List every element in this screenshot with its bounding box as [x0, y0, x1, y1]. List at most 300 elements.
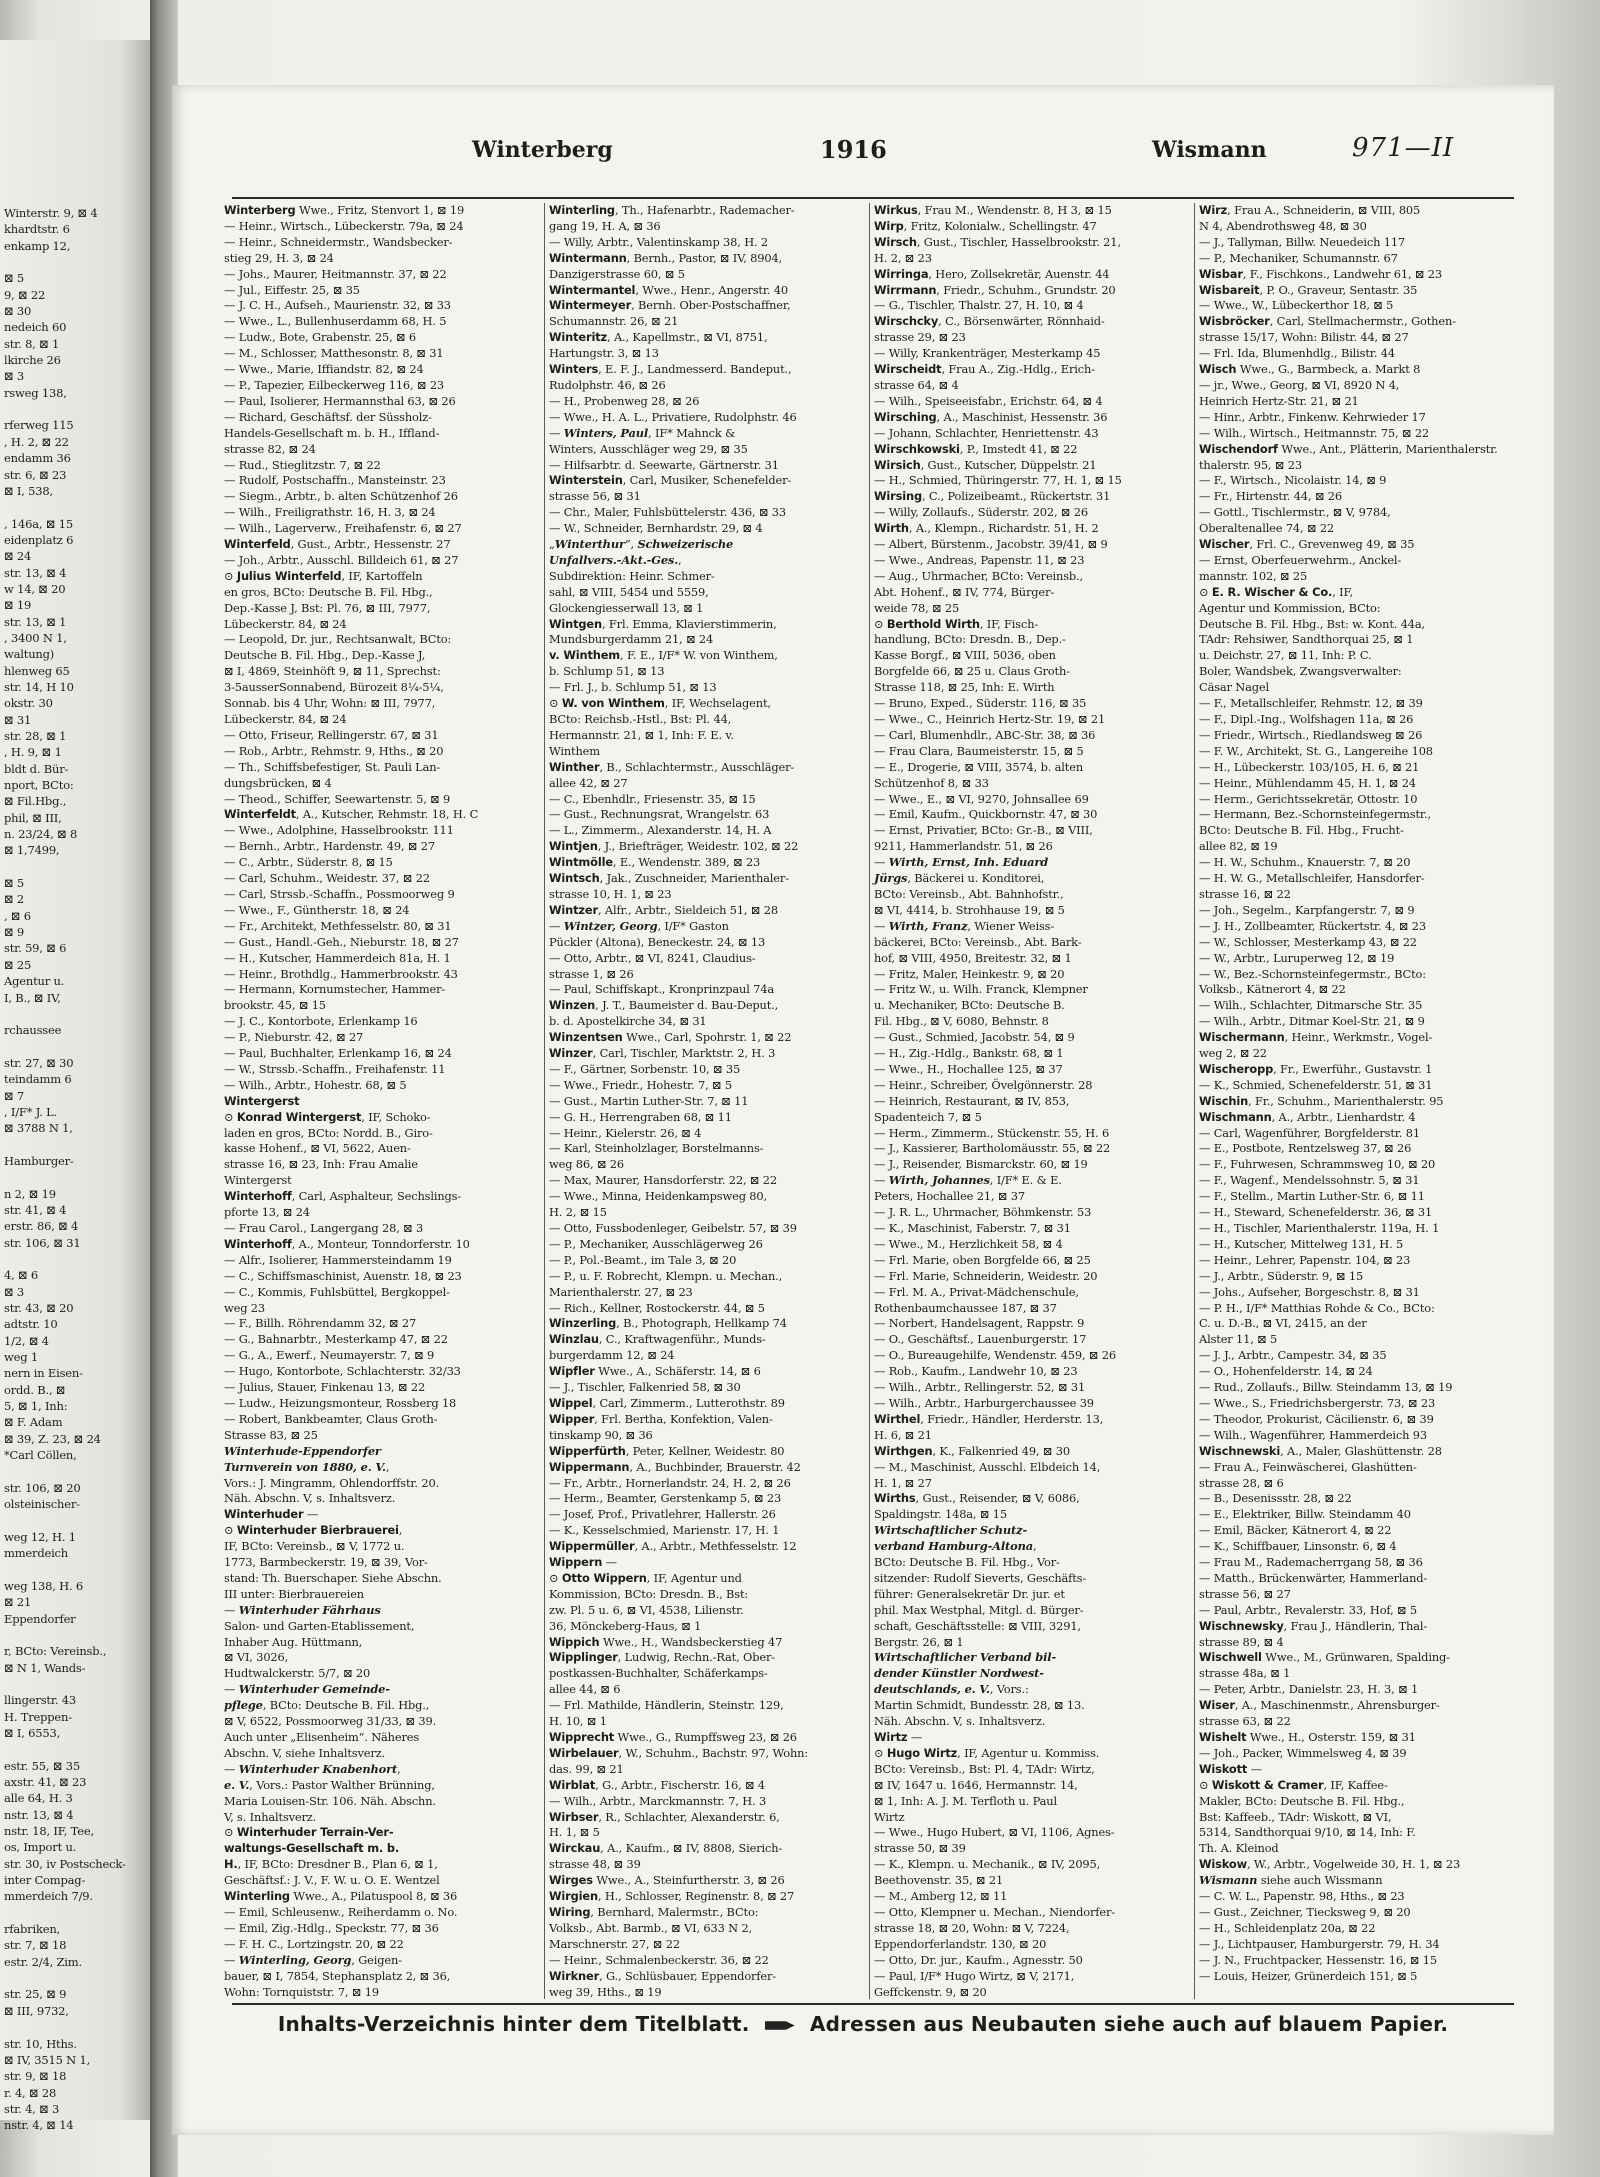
- directory-entry-line: Hudtwalckerstr. 5/7, ⊠ 20: [224, 1666, 371, 1681]
- directory-entry-line: ⊙ Wiskott & Cramer, IF, Kaffee-: [1199, 1777, 1388, 1792]
- directory-entry-line: Volksb., Abt. Barmb., ⊠ VI, 633 N 2,: [549, 1920, 753, 1935]
- left-page-line: lkirche 26: [4, 353, 61, 368]
- left-page-line: [4, 1039, 160, 1055]
- directory-entry-line: — Friedr., Wirtsch., Riedlandsweg ⊠ 26: [1199, 727, 1423, 742]
- directory-entry-line: Wippern —: [549, 1555, 617, 1570]
- directory-entry-line: stand: Th. Buerschaper. Siehe Abschn.: [224, 1570, 442, 1585]
- entry-surname: Wippermüller: [549, 1539, 635, 1554]
- left-page-line: str. 13, ⊠ 4: [4, 565, 67, 580]
- left-page-line: erstr. 86, ⊠ 4: [4, 1219, 79, 1234]
- left-page-line: ⊠ 3: [4, 369, 25, 384]
- directory-entry-line: Glockengiesserwall 13, ⊠ 1: [549, 600, 704, 615]
- directory-entry-line: — Matth., Brückenwärter, Hammerland-: [1199, 1570, 1428, 1585]
- left-page-line: os, Import u.: [4, 1840, 77, 1855]
- left-page-line: Eppendorfer: [4, 1611, 76, 1626]
- header-last-entry: Wismann: [1152, 137, 1267, 163]
- directory-entry-line: Wischnewski, A., Maler, Glashüttenstr. 28: [1199, 1443, 1442, 1458]
- entry-surname: Winterberg: [224, 203, 296, 217]
- directory-entry-line: Mundsburgerdamm 21, ⊠ 24: [549, 632, 714, 647]
- directory-entry-line: Wirthgen, K., Falkenried 49, ⊠ 30: [874, 1443, 1070, 1458]
- directory-entry-line: strasse 1, ⊠ 26: [549, 966, 634, 981]
- directory-entry-line: Borgfelde 66, ⊠ 25 u. Claus Groth-: [874, 664, 1070, 679]
- directory-entry-line: — Frl. Marie, oben Borgfelde 66, ⊠ 25: [874, 1252, 1091, 1267]
- directory-entry-line: BCto: Vereinsb., Bst: Pl. 4, TAdr: Wirtz,: [874, 1761, 1095, 1776]
- directory-entry-line: — G., Bahnarbtr., Mesterkamp 47, ⊠ 22: [224, 1332, 448, 1347]
- directory-entry-line: — J., Kassierer, Bartholomäusstr. 55, ⊠ 22: [874, 1141, 1111, 1156]
- directory-entry-line: Cäsar Nagel: [1199, 680, 1269, 695]
- directory-entry-line: ⊙ Winterhuder Terrain-Ver-: [224, 1825, 394, 1840]
- left-page-line: ⊠ F. Adam: [4, 1415, 63, 1430]
- directory-entry-line: — Alfr., Isolierer, Hammersteindamm 19: [224, 1252, 452, 1267]
- directory-entry-line: — C. W. L., Papenstr. 98, Hths., ⊠ 23: [1199, 1889, 1405, 1904]
- directory-entry-line: „Winterthur“, Schweizerische: [549, 537, 734, 552]
- directory-entry-line: hof, ⊠ VIII, 4950, Breitestr. 32, ⊠ 1: [874, 950, 1072, 965]
- directory-entry-line: — Paul, Schiffskapt., Kronprinzpaul 74a: [549, 982, 775, 997]
- directory-entry-line: — Heinr., Mühlendamm 45, H. 1, ⊠ 24: [1199, 775, 1416, 790]
- entry-surname: Wintgen: [549, 616, 602, 631]
- directory-entry-line: Wirsching, A., Maschinist, Hessenstr. 36: [874, 409, 1108, 424]
- directory-entry-line: ⊙ Konrad Wintergerst, IF, Schoko-: [224, 1109, 431, 1124]
- entry-surname: Wippern: [549, 1555, 603, 1570]
- directory-entry-line: Wippermüller, A., Arbtr., Methfesselstr. 12: [549, 1539, 797, 1554]
- left-page-line: [4, 1251, 160, 1267]
- directory-entry-line: en gros, BCto: Deutsche B. Fil. Hbg.,: [224, 584, 433, 599]
- directory-entry-line: — Frl. Marie, Schneiderin, Weidestr. 20: [874, 1268, 1098, 1283]
- left-page-line: nport, BCto:: [4, 778, 74, 793]
- directory-entry-line: ⊙ Berthold Wirth, IF, Fisch-: [874, 616, 1039, 631]
- directory-entry-line: Winterling, Th., Hafenarbtr., Rademacher-: [549, 203, 795, 217]
- directory-entry-line: — C., Ebenhdlr., Friesenstr. 35, ⊠ 15: [549, 791, 756, 806]
- directory-entry-line: Unfallvers.-Akt.-Ges.,: [549, 552, 682, 567]
- entry-surname: Wirth: [874, 521, 909, 536]
- directory-entry-line: — Emil, Zig.-Hdlg., Speckstr. 77, ⊠ 36: [224, 1920, 439, 1935]
- left-page-line: [4, 1741, 160, 1757]
- directory-entry-line: Winzen, J. T., Baumeister d. Bau-Deput.,: [549, 998, 779, 1013]
- directory-entry-line: — Wirth, Ernst, Inh. Eduard: [874, 855, 1049, 870]
- left-page-line: hlenweg 65: [4, 663, 70, 678]
- directory-entry-line: ⊠ I, 4869, Steinhöft 9, ⊠ 11, Sprechst:: [224, 664, 441, 679]
- directory-entry-line: — K., Kesselschmied, Marienstr. 17, H. 1: [549, 1523, 780, 1538]
- left-page-line: n 2, ⊠ 19: [4, 1186, 56, 1201]
- directory-entry-line: — O., Bureaugehilfe, Wendenstr. 459, ⊠ 26: [874, 1348, 1116, 1363]
- left-page-line: str. 106, ⊠ 20: [4, 1480, 81, 1495]
- directory-entry-line: — Herm., Gerichtssekretär, Ottostr. 10: [1199, 791, 1418, 806]
- directory-entry-line: — Otto, Fussbodenleger, Geibelstr. 57, ⊠ 39: [549, 1221, 797, 1235]
- directory-entry-line: Wischendorf Wwe., Ant., Plätterin, Marienthalerstr.: [1199, 441, 1498, 456]
- directory-entry-line: b. Schlump 51, ⊠ 13: [549, 664, 665, 679]
- directory-entry-line: — Fr., Architekt, Methfesselstr. 80, ⊠ 31: [224, 918, 452, 933]
- directory-entry-line: — Wwe., H., Hochallee 125, ⊠ 37: [874, 1061, 1063, 1076]
- directory-entry-line: — Willy, Zollaufs., Süderstr. 202, ⊠ 26: [874, 505, 1088, 520]
- left-page-line: phil, ⊠ III,: [4, 810, 62, 825]
- directory-entry-line: Wippich Wwe., H., Wandsbeckerstieg 47: [549, 1634, 783, 1649]
- directory-entry-line: Boler, Wandsbek, Zwangsverwalter:: [1199, 664, 1402, 679]
- directory-entry-line: Wintermeyer, Bernh. Ober-Postschaffner,: [549, 298, 791, 313]
- header-first-entry: Winterberg: [472, 137, 613, 163]
- directory-entry-line: — Wwe., H. A. L., Privatiere, Rudolphstr. 46: [549, 409, 797, 424]
- directory-entry-line: Wirp, Fritz, Kolonialw., Schellingstr. 47: [874, 218, 1097, 233]
- directory-entry-line: schaft, Geschäftsstelle: ⊠ VIII, 3291,: [874, 1618, 1081, 1633]
- entry-surname: Wirblat: [549, 1777, 596, 1792]
- directory-entry-line: Turnverein von 1880, e. V.,: [224, 1459, 390, 1474]
- directory-entry-line: Rothenbaumchaussee 187, ⊠ 37: [874, 1300, 1057, 1315]
- directory-entry-line: — Emil, Schleusenw., Reiherdamm o. No.: [224, 1904, 458, 1919]
- directory-entry-line: Strasse 83, ⊠ 25: [224, 1427, 318, 1442]
- directory-entry-line: — Rudolf, Postschaffn., Mansteinstr. 23: [224, 473, 446, 488]
- left-page-line: ⊠ N 1, Wands-: [4, 1660, 86, 1675]
- directory-entry-line: Winterfeldt, A., Kutscher, Rehmstr. 18, H. C: [224, 807, 479, 822]
- left-page-line: [4, 859, 160, 875]
- directory-entry-line: das. 99, ⊠ 21: [549, 1761, 624, 1776]
- entry-surname: Winteritz: [549, 330, 607, 345]
- directory-entry-line: — Johs., Maurer, Heitmannstr. 37, ⊠ 22: [224, 266, 447, 281]
- directory-entry-line: — B., Desenissstr. 28, ⊠ 22: [1199, 1491, 1352, 1506]
- directory-entry-line: — H., Probenweg 28, ⊠ 26: [549, 393, 700, 408]
- directory-entry-line: führer: Generalsekretär Dr. jur. et: [874, 1586, 1065, 1601]
- directory-entry-line: Wipperfürth, Peter, Kellner, Weidestr. 80: [549, 1443, 785, 1458]
- entry-surname: Winterhoff: [224, 1189, 292, 1204]
- directory-entry-line: Schumannstr. 26, ⊠ 21: [549, 314, 679, 329]
- entry-firm-name: Jürgs: [874, 871, 908, 886]
- column-divider: [869, 203, 870, 1999]
- directory-entry-line: — Theod., Schiffer, Seewartenstr. 5, ⊠ 9: [224, 791, 451, 806]
- left-page-line: str. 9, ⊠ 18: [4, 2069, 67, 2084]
- directory-entry-line: BCto: Deutsche B. Fil. Hbg., Vor-: [874, 1555, 1060, 1570]
- left-page-line: estr. 55, ⊠ 35: [4, 1758, 80, 1773]
- directory-entry-line: — Johs., Aufseher, Borgeschstr. 8, ⊠ 31: [1199, 1284, 1420, 1299]
- directory-entry-line: — F., Metallschleifer, Rehmstr. 12, ⊠ 39: [1199, 696, 1423, 711]
- entry-surname: Wischmann: [1199, 1109, 1272, 1124]
- directory-entry-line: — Ernst, Privatier, BCto: Gr.-B., ⊠ VIII,: [874, 823, 1093, 838]
- directory-entry-line: — Hugo, Kontorbote, Schlachterstr. 32/33: [224, 1364, 461, 1379]
- directory-entry-line: gang 19, H. A, ⊠ 36: [549, 218, 661, 233]
- directory-entry-line: — C., Arbtr., Süderstr. 8, ⊠ 15: [224, 855, 393, 870]
- directory-entry-line: — Robert, Bankbeamter, Claus Groth-: [224, 1411, 438, 1426]
- directory-entry-line: strasse 64, ⊠ 4: [874, 377, 959, 392]
- directory-entry-line: allee 82, ⊠ 19: [1199, 839, 1278, 854]
- entry-surname: Wischwell: [1199, 1650, 1262, 1665]
- entry-surname: Wirscheidt: [874, 362, 942, 377]
- directory-entry-line: — Wilh., Arbtr., Ditmar Koel-Str. 21, ⊠ 9: [1199, 1014, 1425, 1029]
- directory-entry-line: — Willy, Krankenträger, Mesterkamp 45: [874, 346, 1101, 361]
- directory-entry-line: — H., Kutscher, Mittelweg 131, H. 5: [1199, 1236, 1404, 1251]
- left-page-line: str. 41, ⊠ 4: [4, 1202, 67, 1217]
- column-divider: [1194, 203, 1195, 1999]
- directory-entry-line: — J., Arbtr., Süderstr. 9, ⊠ 15: [1199, 1268, 1364, 1283]
- directory-entry-line: — Richard, Geschäftsf. der Süssholz-: [224, 409, 432, 424]
- directory-entry-line: Wirths, Gust., Reisender, ⊠ V, 6086,: [874, 1491, 1080, 1506]
- directory-entry-line: — Wilh., Arbtr., Harburgerchaussee 39: [874, 1395, 1094, 1410]
- left-page-line: llingerstr. 43: [4, 1693, 77, 1708]
- header-year: 1916: [820, 135, 887, 164]
- entry-surname: Wirz: [1199, 203, 1228, 217]
- directory-entry-line: Handels-Gesellschaft m. b. H., Iffland-: [224, 425, 440, 440]
- directory-entry-line: — Rud., Stieglitzstr. 7, ⊠ 22: [224, 457, 381, 472]
- directory-entry-line: — Albert, Bürstenm., Jacobstr. 39/41, ⊠ 9: [874, 537, 1108, 552]
- directory-entry-line: — Johann, Schlachter, Henriettenstr. 43: [874, 425, 1099, 440]
- directory-entry-line: Martin Schmidt, Bundesstr. 28, ⊠ 13.: [874, 1698, 1085, 1713]
- left-page-line: adtstr. 10: [4, 1317, 58, 1332]
- entry-surname: Wintermantel: [549, 282, 636, 297]
- entry-surname: Konrad Wintergerst: [236, 1109, 362, 1124]
- directory-entry-line: Vors.: J. Mingramm, Ohlendorffstr. 20.: [224, 1475, 440, 1490]
- directory-entry-line: — O., Geschäftsf., Lauenburgerstr. 17: [874, 1332, 1087, 1347]
- directory-entry-line: Agentur und Kommission, BCto:: [1199, 600, 1381, 615]
- directory-entry-line: mannstr. 102, ⊠ 25: [1199, 568, 1308, 583]
- directory-entry-line: Winters, Ausschläger weg 29, ⊠ 35: [549, 441, 748, 456]
- directory-entry-line: — Frau M., Rademacherrgang 58, ⊠ 36: [1199, 1555, 1423, 1570]
- entry-surname: H.: [224, 1857, 238, 1872]
- left-page-line: str. 25, ⊠ 9: [4, 1987, 67, 2002]
- directory-entry-line: Wipfler Wwe., A., Schäferstr. 14, ⊠ 6: [549, 1364, 761, 1379]
- left-page-line: ⊠ 7: [4, 1088, 25, 1103]
- directory-entry-line: Bst: Kaffeeb., TAdr: Wiskott, ⊠ VI,: [1199, 1809, 1392, 1824]
- entry-surname: Wischermann: [1199, 1030, 1285, 1045]
- left-page-line: ⊠ 1,7499,: [4, 843, 60, 858]
- directory-entry-line: ⊙ Otto Wippern, IF, Agentur und: [549, 1570, 742, 1585]
- directory-entry-line: Auch unter „Elisenheim“. Näheres: [224, 1730, 420, 1744]
- entry-surname: Wippich: [549, 1634, 600, 1649]
- directory-entry-line: — Rud., Zollaufs., Billw. Steindamm 13, ⊠ 19: [1199, 1380, 1453, 1395]
- directory-entry-line: pforte 13, ⊠ 24: [224, 1205, 310, 1220]
- directory-entry-line: Wischwell Wwe., M., Grünwaren, Spalding-: [1199, 1650, 1450, 1665]
- directory-entry-line: H., IF, BCto: Dresdner B., Plan 6, ⊠ 1,: [224, 1857, 438, 1872]
- directory-entry-line: Wirblat, G., Arbtr., Fischerstr. 16, ⊠ 4: [549, 1777, 765, 1792]
- directory-entry-line: dungsbrücken, ⊠ 4: [224, 775, 332, 790]
- directory-entry-line: Lübeckerstr. 84, ⊠ 24: [224, 712, 347, 726]
- directory-entry-line: strasse 28, ⊠ 6: [1199, 1475, 1284, 1490]
- left-page-line: rchaussee: [4, 1023, 62, 1038]
- entry-surname: Wirp: [874, 218, 904, 233]
- directory-entry-line: — Fritz, Maler, Heinkestr. 9, ⊠ 20: [874, 966, 1065, 981]
- directory-entry-line: — Wwe., Friedr., Hohestr. 7, ⊠ 5: [549, 1077, 732, 1092]
- directory-entry-line: Sonnab. bis 4 Uhr, Wohn: ⊠ III, 7977,: [224, 696, 436, 711]
- left-page-line: r, BCto: Vereinsb.,: [4, 1644, 107, 1659]
- directory-entry-line: b. d. Apostelkirche 34, ⊠ 31: [549, 1014, 707, 1029]
- entry-surname: Wirths: [874, 1491, 916, 1506]
- entry-surname: Wirrmann: [874, 282, 937, 297]
- entry-surname: Wischeropp: [1199, 1061, 1274, 1076]
- left-page-line: str. 43, ⊠ 20: [4, 1301, 74, 1316]
- directory-entry-line: pflege, BCto: Deutsche B. Fil. Hbg.,: [224, 1698, 430, 1713]
- directory-entry-line: — Josef, Prof., Privatlehrer, Hallerstr. 26: [549, 1507, 776, 1522]
- directory-entry-line: strasse 29, ⊠ 23: [874, 330, 966, 345]
- directory-entry-line: — M., Maschinist, Ausschl. Elbdeich 14,: [874, 1459, 1101, 1474]
- left-page-line: weg 12, H. 1: [4, 1529, 76, 1544]
- entry-surname: Wirkus: [874, 203, 918, 217]
- directory-entry-line: 36, Mönckeberg-Haus, ⊠ 1: [549, 1618, 702, 1633]
- entry-surname: Wiskow: [1199, 1857, 1247, 1872]
- page-header: [172, 133, 1554, 171]
- left-page-line: [4, 1905, 160, 1921]
- left-page-line: ⊠ Fil.Hbg.,: [4, 794, 67, 809]
- left-page-line: estr. 2/4, Zim.: [4, 1954, 82, 1969]
- entry-firm-name: verband Hamburg-Altona: [874, 1539, 1033, 1554]
- directory-entry-line: — Frl. Mathilde, Händlerin, Steinstr. 129,: [549, 1698, 784, 1713]
- entry-surname: Hugo Wirtz: [886, 1745, 958, 1760]
- directory-entry-line: — P., Pol.-Beamt., im Tale 3, ⊠ 20: [549, 1252, 737, 1267]
- directory-entry-line: — W., Bez.-Schornsteinfegermstr., BCto:: [1199, 966, 1426, 981]
- directory-entry-line: Bergstr. 26, ⊠ 1: [874, 1634, 964, 1649]
- directory-entry-line: — J., Tischler, Falkenried 58, ⊠ 30: [549, 1380, 741, 1395]
- directory-entry-line: — Fritz W., u. Wilh. Franck, Klempner: [874, 982, 1088, 997]
- directory-entry-line: — F., Dipl.-Ing., Wolfshagen 11a, ⊠ 26: [1199, 712, 1414, 726]
- left-page-line: ⊠ 39, Z. 23, ⊠ 24: [4, 1431, 101, 1446]
- directory-entry-line: — W., Arbtr., Luruperweg 12, ⊠ 19: [1199, 950, 1395, 965]
- directory-entry-line: ⊠ VI, 3026,: [224, 1650, 289, 1665]
- directory-entry-line: u. Mechaniker, BCto: Deutsche B.: [874, 998, 1065, 1013]
- directory-entry-line: ⊙ Julius Winterfeld, IF, Kartoffeln: [224, 568, 423, 583]
- directory-entry-line: — J. N., Fruchtpacker, Hessenstr. 16, ⊠ 15: [1199, 1952, 1437, 1967]
- directory-entry-line: Peters, Hochallee 21, ⊠ 37: [874, 1189, 1025, 1204]
- entry-firm-name: Winterling, Georg: [238, 1952, 352, 1967]
- directory-entry-line: Wippermann, A., Buchbinder, Brauerstr. 42: [549, 1459, 801, 1474]
- directory-entry-line: strasse 50, ⊠ 39: [874, 1841, 966, 1856]
- directory-entry-line: — Hermann, Kornumstecher, Hammer-: [224, 982, 446, 997]
- directory-entry-line: — Bernh., Arbtr., Hardenstr. 49, ⊠ 27: [224, 839, 435, 854]
- entry-firm-name: deutschlands, e. V.: [874, 1682, 990, 1697]
- directory-entry-line: Wirsing, C., Polizeibeamt., Rückertstr. 31: [874, 489, 1111, 504]
- footer-address-note: Adressen aus Neubauten siehe auch auf blauem Papier.: [809, 2012, 1449, 2036]
- directory-entry-line: Winzentsen Wwe., Carl, Spohrstr. 1, ⊠ 22: [549, 1030, 792, 1045]
- directory-entry-line: — H., Steward, Schenefelderstr. 36, ⊠ 31: [1199, 1205, 1433, 1220]
- left-page-line: [4, 1562, 160, 1578]
- left-page-line: , 146a, ⊠ 15: [4, 516, 73, 531]
- directory-entry-line: — Wilh., Schlachter, Ditmarsche Str. 35: [1199, 998, 1423, 1013]
- directory-entry-line: — P. H., I/F* Matthias Rohde & Co., BCto:: [1199, 1300, 1435, 1315]
- left-page-line: mmerdeich: [4, 1546, 69, 1561]
- left-page-line: alle 64, H. 3: [4, 1791, 73, 1806]
- directory-entry-line: — Gust., Zeichner, Tiecksweg 9, ⊠ 20: [1199, 1904, 1411, 1919]
- directory-entry-line: — Wilh., Arbtr., Rellingerstr. 52, ⊠ 31: [874, 1380, 1086, 1395]
- entry-surname: Wirsich: [874, 457, 921, 472]
- directory-entry-line: BCto: Deutsche B. Fil. Hbg., Frucht-: [1199, 823, 1404, 838]
- left-page-line: r. 4, ⊠ 28: [4, 2085, 57, 2100]
- left-page-line: ⊠ I, 538,: [4, 483, 53, 498]
- directory-entry-line: — Herm., Beamter, Gerstenkamp 5, ⊠ 23: [549, 1491, 782, 1506]
- directory-entry-line: Deutsche B. Fil. Hbg., Bst: w. Kont. 44a,: [1199, 616, 1425, 631]
- directory-entry-line: Wischin, Fr., Schuhm., Marienthalerstr. 95: [1199, 1093, 1444, 1108]
- directory-entry-line: Wintermantel, Wwe., Henr., Angerstr. 40: [549, 282, 789, 297]
- directory-entry-line: — Heinr., Brothdlg., Hammerbrookstr. 43: [224, 966, 458, 981]
- left-page-line: rferweg 115: [4, 418, 74, 433]
- directory-entry-line: Wirschcky, C., Börsenwärter, Rönnhaid-: [874, 314, 1105, 329]
- entry-surname: Wiser: [1199, 1698, 1235, 1713]
- entry-surname: Wirschcky: [874, 314, 939, 329]
- entry-surname: v. Winthem: [549, 648, 621, 663]
- directory-entry-line: — O., Hohenfelderstr. 14, ⊠ 24: [1199, 1364, 1373, 1379]
- directory-entry-line: deutschlands, e. V., Vors.:: [874, 1682, 1029, 1697]
- directory-entry-line: [874, 1650, 1199, 1666]
- directory-entry-line: — J. R. L., Uhrmacher, Böhmkenstr. 53: [874, 1205, 1092, 1220]
- entry-surname: Wippermann: [549, 1459, 630, 1474]
- directory-entry-line: — H. W., Schuhm., Knauerstr. 7, ⊠ 20: [1199, 855, 1411, 870]
- directory-entry-line: — Emil, Kaufm., Quickbornstr. 47, ⊠ 30: [874, 807, 1098, 822]
- directory-entry-line: — Hermann, Bez.-Schornsteinfegermstr.,: [1199, 807, 1431, 822]
- directory-entry-line: — Rich., Kellner, Rostockerstr. 44, ⊠ 5: [549, 1300, 765, 1315]
- directory-entry-line: — Carl, Blumenhdlr., ABC-Str. 38, ⊠ 36: [874, 727, 1096, 742]
- directory-entry-line: — Gust., Martin Luther-Str. 7, ⊠ 11: [549, 1093, 749, 1108]
- directory-entry-line: — Leopold, Dr. jur., Rechtsanwalt, BCto:: [224, 632, 452, 647]
- entry-surname: Wisbar: [1199, 266, 1243, 281]
- directory-entry-line: Subdirektion: Heinr. Schmer-: [549, 568, 715, 583]
- directory-entry-line: strasse 16, ⊠ 22: [1199, 886, 1291, 901]
- directory-entry-line: weg 39, Hths., ⊠ 19: [549, 1984, 662, 1999]
- directory-entry-line: ⊙ Hugo Wirtz, IF, Agentur u. Kommiss.: [874, 1745, 1100, 1760]
- entry-surname: Wischendorf: [1199, 441, 1278, 456]
- directory-entry-line: — P., Nieburstr. 42, ⊠ 27: [224, 1030, 364, 1045]
- directory-entry-line: BCto: Vereinsb., Abt. Bahnhofstr.,: [874, 886, 1064, 901]
- directory-entry-line: Wirgien, H., Schlosser, Reginenstr. 8, ⊠ 27: [549, 1889, 795, 1904]
- entry-surname: Wischin: [1199, 1093, 1249, 1108]
- directory-entry-line: — Heinr., Schreiber, Övelgönnerstr. 28: [874, 1077, 1093, 1092]
- directory-entry-line: Abschn. V, siehe Inhaltsverz.: [224, 1745, 385, 1760]
- directory-entry-line: — J., Lichtpauser, Hamburgerstr. 79, H. 34: [1199, 1936, 1440, 1951]
- directory-entry-line: — Winterhuder Gemeinde-: [224, 1682, 390, 1697]
- directory-entry-line: H. 1, ⊠ 5: [549, 1825, 600, 1840]
- directory-entry-line: — G., A., Ewerf., Neumayerstr. 7, ⊠ 9: [224, 1348, 435, 1363]
- directory-entry-line: — Frau Clara, Baumeisterstr. 15, ⊠ 5: [874, 743, 1084, 758]
- directory-entry-line: strasse 15/17, Wohn: Bilistr. 44, ⊠ 27: [1199, 330, 1409, 345]
- directory-entry-line: H. 2, ⊠ 15: [549, 1205, 607, 1220]
- entry-surname: Wirtz: [874, 1730, 908, 1744]
- entry-surname: Winzer: [549, 1046, 593, 1061]
- directory-entry-line: — Wwe., C., Heinrich Hertz-Str. 19, ⊠ 21: [874, 712, 1106, 726]
- directory-entry-line: strasse 56, ⊠ 27: [1199, 1586, 1291, 1601]
- directory-entry-line: e. V., Vors.: Pastor Walther Brünning,: [224, 1777, 435, 1792]
- entry-surname: Wiring: [549, 1904, 591, 1919]
- directory-entry-line: strasse 56, ⊠ 31: [549, 489, 641, 504]
- directory-entry-line: Wisbar, F., Fischkons., Landwehr 61, ⊠ 23: [1199, 266, 1442, 281]
- directory-entry-line: — Julius, Stauer, Finkenau 13, ⊠ 22: [224, 1380, 426, 1395]
- directory-entry-line: — H. W. G., Metallschleifer, Hansdorfer-: [1199, 871, 1425, 886]
- left-page-line: str. 8, ⊠ 1: [4, 336, 60, 351]
- directory-entry-line: — E., Drogerie, ⊠ VIII, 3574, b. alten: [874, 759, 1084, 774]
- entry-surname: Winzerling: [549, 1316, 617, 1331]
- directory-entry-line: strasse 18, ⊠ 20, Wohn: ⊠ V, 7224,: [874, 1920, 1070, 1935]
- left-page-line: rsweg 138,: [4, 385, 67, 400]
- directory-entry-line: — Carl, Strssb.-Schaffn., Possmoorweg 9: [224, 886, 455, 901]
- entry-surname: Wirsch: [874, 234, 917, 249]
- directory-entry-line: Wischer, Frl. C., Grevenweg 49, ⊠ 35: [1199, 537, 1415, 552]
- directory-entry-line: strasse 16, ⊠ 23, Inh: Frau Amalie: [224, 1157, 418, 1172]
- left-page-line: inter Compag-: [4, 1873, 86, 1888]
- directory-entry-line: — H., Schmied, Thüringerstr. 77, H. 1, ⊠ 15: [874, 473, 1122, 488]
- directory-entry-line: — Ernst, Oberfeuerwehrm., Anckel-: [1199, 552, 1402, 567]
- directory-entry-line: u. Deichstr. 27, ⊠ 11, Inh: P. C.: [1199, 648, 1372, 663]
- directory-entry-line: — J. H., Zollbeamter, Rückertstr. 4, ⊠ 23: [1199, 918, 1426, 933]
- directory-entry-line: — K., Maschinist, Faberstr. 7, ⊠ 31: [874, 1221, 1071, 1235]
- entry-firm-name: Wismann: [1199, 1873, 1258, 1888]
- left-page-line: Agentur u.: [4, 974, 65, 989]
- directory-entry-line: — Wilh., Arbtr., Hohestr. 68, ⊠ 5: [224, 1077, 407, 1092]
- entry-surname: Winterhoff: [224, 1236, 292, 1251]
- directory-entry-line: — Norbert, Handelsagent, Rappstr. 9: [874, 1316, 1085, 1331]
- directory-entry-line: allee 44, ⊠ 6: [549, 1682, 621, 1697]
- entry-surname: Wirgien: [549, 1889, 598, 1904]
- directory-entry-line: Deutsche B. Fil. Hbg., Dep.-Kasse J,: [224, 648, 426, 663]
- left-page-line: khardtstr. 6: [4, 222, 70, 237]
- directory-entry-line: — Wilh., Lagerverw., Freihafenstr. 6, ⊠ 27: [224, 521, 462, 536]
- directory-entry-line: — F. H. C., Lortzingstr. 20, ⊠ 22: [224, 1936, 404, 1951]
- directory-entry-line: brookstr. 45, ⊠ 15: [224, 998, 326, 1013]
- directory-entry-line: — J. C., Kontorbote, Erlenkamp 16: [224, 1014, 418, 1029]
- entry-surname: Wischer: [1199, 537, 1250, 552]
- directory-entry-line: Maria Louisen-Str. 106. Näh. Abschn.: [224, 1793, 436, 1808]
- directory-entry-line: — Wilh., Wirtsch., Heitmannstr. 75, ⊠ 22: [1199, 425, 1430, 440]
- left-page-line: str. 13, ⊠ 1: [4, 614, 67, 629]
- directory-entry-line: Alster 11, ⊠ 5: [1199, 1332, 1278, 1347]
